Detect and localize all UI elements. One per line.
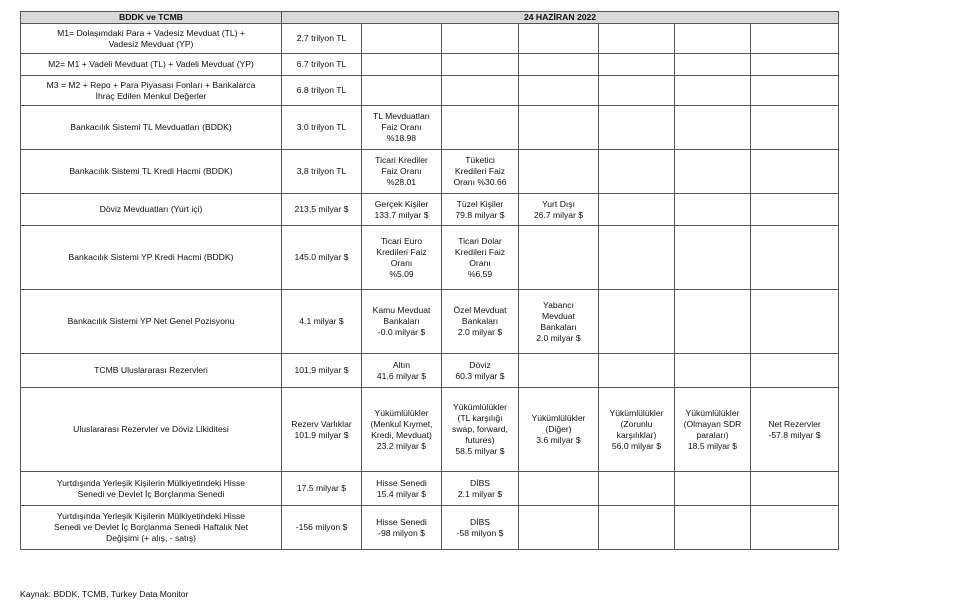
row-detail-cell	[599, 354, 675, 388]
table-row	[21, 388, 839, 472]
row-detail-cell	[675, 506, 751, 550]
row-total: 4.1 milyar $	[282, 290, 362, 354]
row-detail-cell	[675, 226, 751, 290]
row-total: 101,9 milyar $	[282, 354, 362, 388]
row-total: 6.7 trilyon TL	[282, 54, 362, 76]
row-detail-cell: TL Mevduatları Faiz Oranı %18.98	[362, 106, 442, 150]
table-row	[21, 506, 839, 550]
row-detail-cell	[519, 226, 599, 290]
row-total: 17.5 milyar $	[282, 472, 362, 506]
row-total: -156 milyon $	[282, 506, 362, 550]
row-label: Yurtdışında Yerleşik Kişilerin Mülkiyetindeki Hisse Senedi ve Devlet İç Borçlanma Senedi	[21, 472, 282, 506]
row-detail-cell: Özel Mevduat Bankaları 2.0 milyar $	[442, 290, 519, 354]
row-detail-cell: Yükümlülükler (Diğer) 3.6 milyar $	[519, 388, 599, 472]
row-label: Uluslararası Rezervler ve Döviz Likiditesi	[21, 388, 282, 472]
row-detail-cell	[675, 194, 751, 226]
row-detail-cell	[751, 472, 839, 506]
row-detail-cell	[519, 506, 599, 550]
header-row	[21, 12, 839, 24]
row-detail-cell	[599, 290, 675, 354]
row-total: 2,7 trilyon TL	[282, 24, 362, 54]
row-label: M3 = M2 + Repo + Para Piyasası Fonları + Bankalarca İhraç Edilen Menkul Değerler	[21, 76, 282, 106]
row-detail-cell	[442, 106, 519, 150]
row-detail-cell	[751, 150, 839, 194]
table-row	[21, 54, 839, 76]
table-row	[21, 106, 839, 150]
row-detail-cell	[751, 76, 839, 106]
row-detail-cell: Yükümlülükler (Menkul Kıymet, Kredi, Mevduat) 23.2 milyar $	[362, 388, 442, 472]
row-total: 3,8 trilyon TL	[282, 150, 362, 194]
table-row	[21, 472, 839, 506]
row-detail-cell	[362, 76, 442, 106]
row-total: 213,5 milyar $	[282, 194, 362, 226]
row-detail-cell	[599, 194, 675, 226]
row-total: Rezerv Varlıklar 101.9 milyar $	[282, 388, 362, 472]
row-detail-cell	[442, 54, 519, 76]
row-label: M2= M1 + Vadeli Mevduat (TL) + Vadeli Mevduat (YP)	[21, 54, 282, 76]
row-detail-cell	[751, 354, 839, 388]
row-detail-cell	[751, 54, 839, 76]
data-table	[20, 11, 839, 550]
row-detail-cell	[675, 150, 751, 194]
row-label: Yurtdışında Yerleşik Kişilerin Mülkiyetindeki Hisse Senedi ve Devlet İç Borçlanma Senedi Haftalık Net Değişimi (+ alış, - satış)	[21, 506, 282, 550]
row-detail-cell: DİBS 2.1 milyar $	[442, 472, 519, 506]
row-label: TCMB Uluslararası Rezervleri	[21, 354, 282, 388]
row-detail-cell	[519, 106, 599, 150]
row-detail-cell	[751, 194, 839, 226]
source-note: Kaynak: BDDK, TCMB, Turkey Data Monitor	[20, 589, 189, 599]
row-detail-cell: Kamu Mevduat Bankaları -0.0 milyar $	[362, 290, 442, 354]
row-detail-cell: Yurt Dışı 26.7 milyar $	[519, 194, 599, 226]
row-label: Bankacılık Sistemi TL Mevduatları (BDDK)	[21, 106, 282, 150]
row-detail-cell	[599, 226, 675, 290]
row-detail-cell	[519, 54, 599, 76]
row-detail-cell	[599, 24, 675, 54]
row-label: Bankacılık Sistemi YP Net Genel Pozisyonu	[21, 290, 282, 354]
row-detail-cell	[599, 150, 675, 194]
table-row	[21, 76, 839, 106]
row-detail-cell: Net Rezervler -57.8 milyar $	[751, 388, 839, 472]
row-detail-cell: Döviz 60.3 milyar $	[442, 354, 519, 388]
row-detail-cell	[519, 150, 599, 194]
row-detail-cell	[675, 472, 751, 506]
row-detail-cell	[675, 106, 751, 150]
row-detail-cell: Hisse Senedi 15.4 milyar $	[362, 472, 442, 506]
row-detail-cell	[599, 76, 675, 106]
row-detail-cell	[362, 24, 442, 54]
table-row	[21, 290, 839, 354]
row-detail-cell: Tüzel Kişiler 79.8 milyar $	[442, 194, 519, 226]
row-detail-cell	[675, 76, 751, 106]
row-detail-cell	[599, 54, 675, 76]
row-total: 3.0 trilyon TL	[282, 106, 362, 150]
row-detail-cell	[519, 76, 599, 106]
row-detail-cell	[442, 76, 519, 106]
row-detail-cell	[751, 506, 839, 550]
table-row	[21, 354, 839, 388]
table-row	[21, 150, 839, 194]
table-row	[21, 24, 839, 54]
table-row	[21, 194, 839, 226]
row-detail-cell: Yükümlülükler (Zorunlu karşılıklar) 56.0 milyar $	[599, 388, 675, 472]
row-total: 6.8 trilyon TL	[282, 76, 362, 106]
row-detail-cell	[675, 354, 751, 388]
row-detail-cell: Ticari Euro Kredileri Faiz Oranı %5.09	[362, 226, 442, 290]
header-date: 24 HAZİRAN 2022	[282, 12, 839, 24]
row-detail-cell: Ticari Krediler Faiz Oranı %28.01	[362, 150, 442, 194]
row-label: Döviz Mevduatları (Yurt içi)	[21, 194, 282, 226]
row-total: 145.0 milyar $	[282, 226, 362, 290]
row-detail-cell: Yükümlülükler (Olmayan SDR paraları) 18.5 milyar $	[675, 388, 751, 472]
table-row	[21, 226, 839, 290]
row-detail-cell	[599, 506, 675, 550]
header-left: BDDK ve TCMB	[21, 12, 282, 24]
row-detail-cell: Hisse Senedi -98 milyon $	[362, 506, 442, 550]
row-detail-cell: Tüketici Kredileri Faiz Oranı %30.66	[442, 150, 519, 194]
row-detail-cell: Gerçek Kişiler 133.7 milyar $	[362, 194, 442, 226]
row-detail-cell	[599, 106, 675, 150]
row-detail-cell: DİBS -58 milyon $	[442, 506, 519, 550]
row-detail-cell	[751, 24, 839, 54]
row-detail-cell	[751, 106, 839, 150]
row-detail-cell: Altın 41.6 milyar $	[362, 354, 442, 388]
row-detail-cell	[519, 354, 599, 388]
row-detail-cell	[519, 472, 599, 506]
row-label: M1= Dolaşımdaki Para + Vadesiz Mevduat (TL) + Vadesiz Mevduat (YP)	[21, 24, 282, 54]
row-label: Bankacılık Sistemi TL Kredi Hacmi (BDDK)	[21, 150, 282, 194]
row-detail-cell	[362, 54, 442, 76]
row-detail-cell	[519, 24, 599, 54]
row-detail-cell	[442, 24, 519, 54]
row-detail-cell: Ticari Dolar Kredileri Faiz Oranı %6.59	[442, 226, 519, 290]
row-label: Bankacılık Sistemi YP Kredi Hacmi (BDDK)	[21, 226, 282, 290]
row-detail-cell	[675, 24, 751, 54]
row-detail-cell	[751, 290, 839, 354]
row-detail-cell	[675, 54, 751, 76]
row-detail-cell: Yabancı Mevduat Bankaları 2.0 milyar $	[519, 290, 599, 354]
row-detail-cell	[675, 290, 751, 354]
row-detail-cell	[599, 472, 675, 506]
row-detail-cell: Yükümlülükler (TL karşılığı swap, forward, futures) 58.5 milyar $	[442, 388, 519, 472]
row-detail-cell	[751, 226, 839, 290]
